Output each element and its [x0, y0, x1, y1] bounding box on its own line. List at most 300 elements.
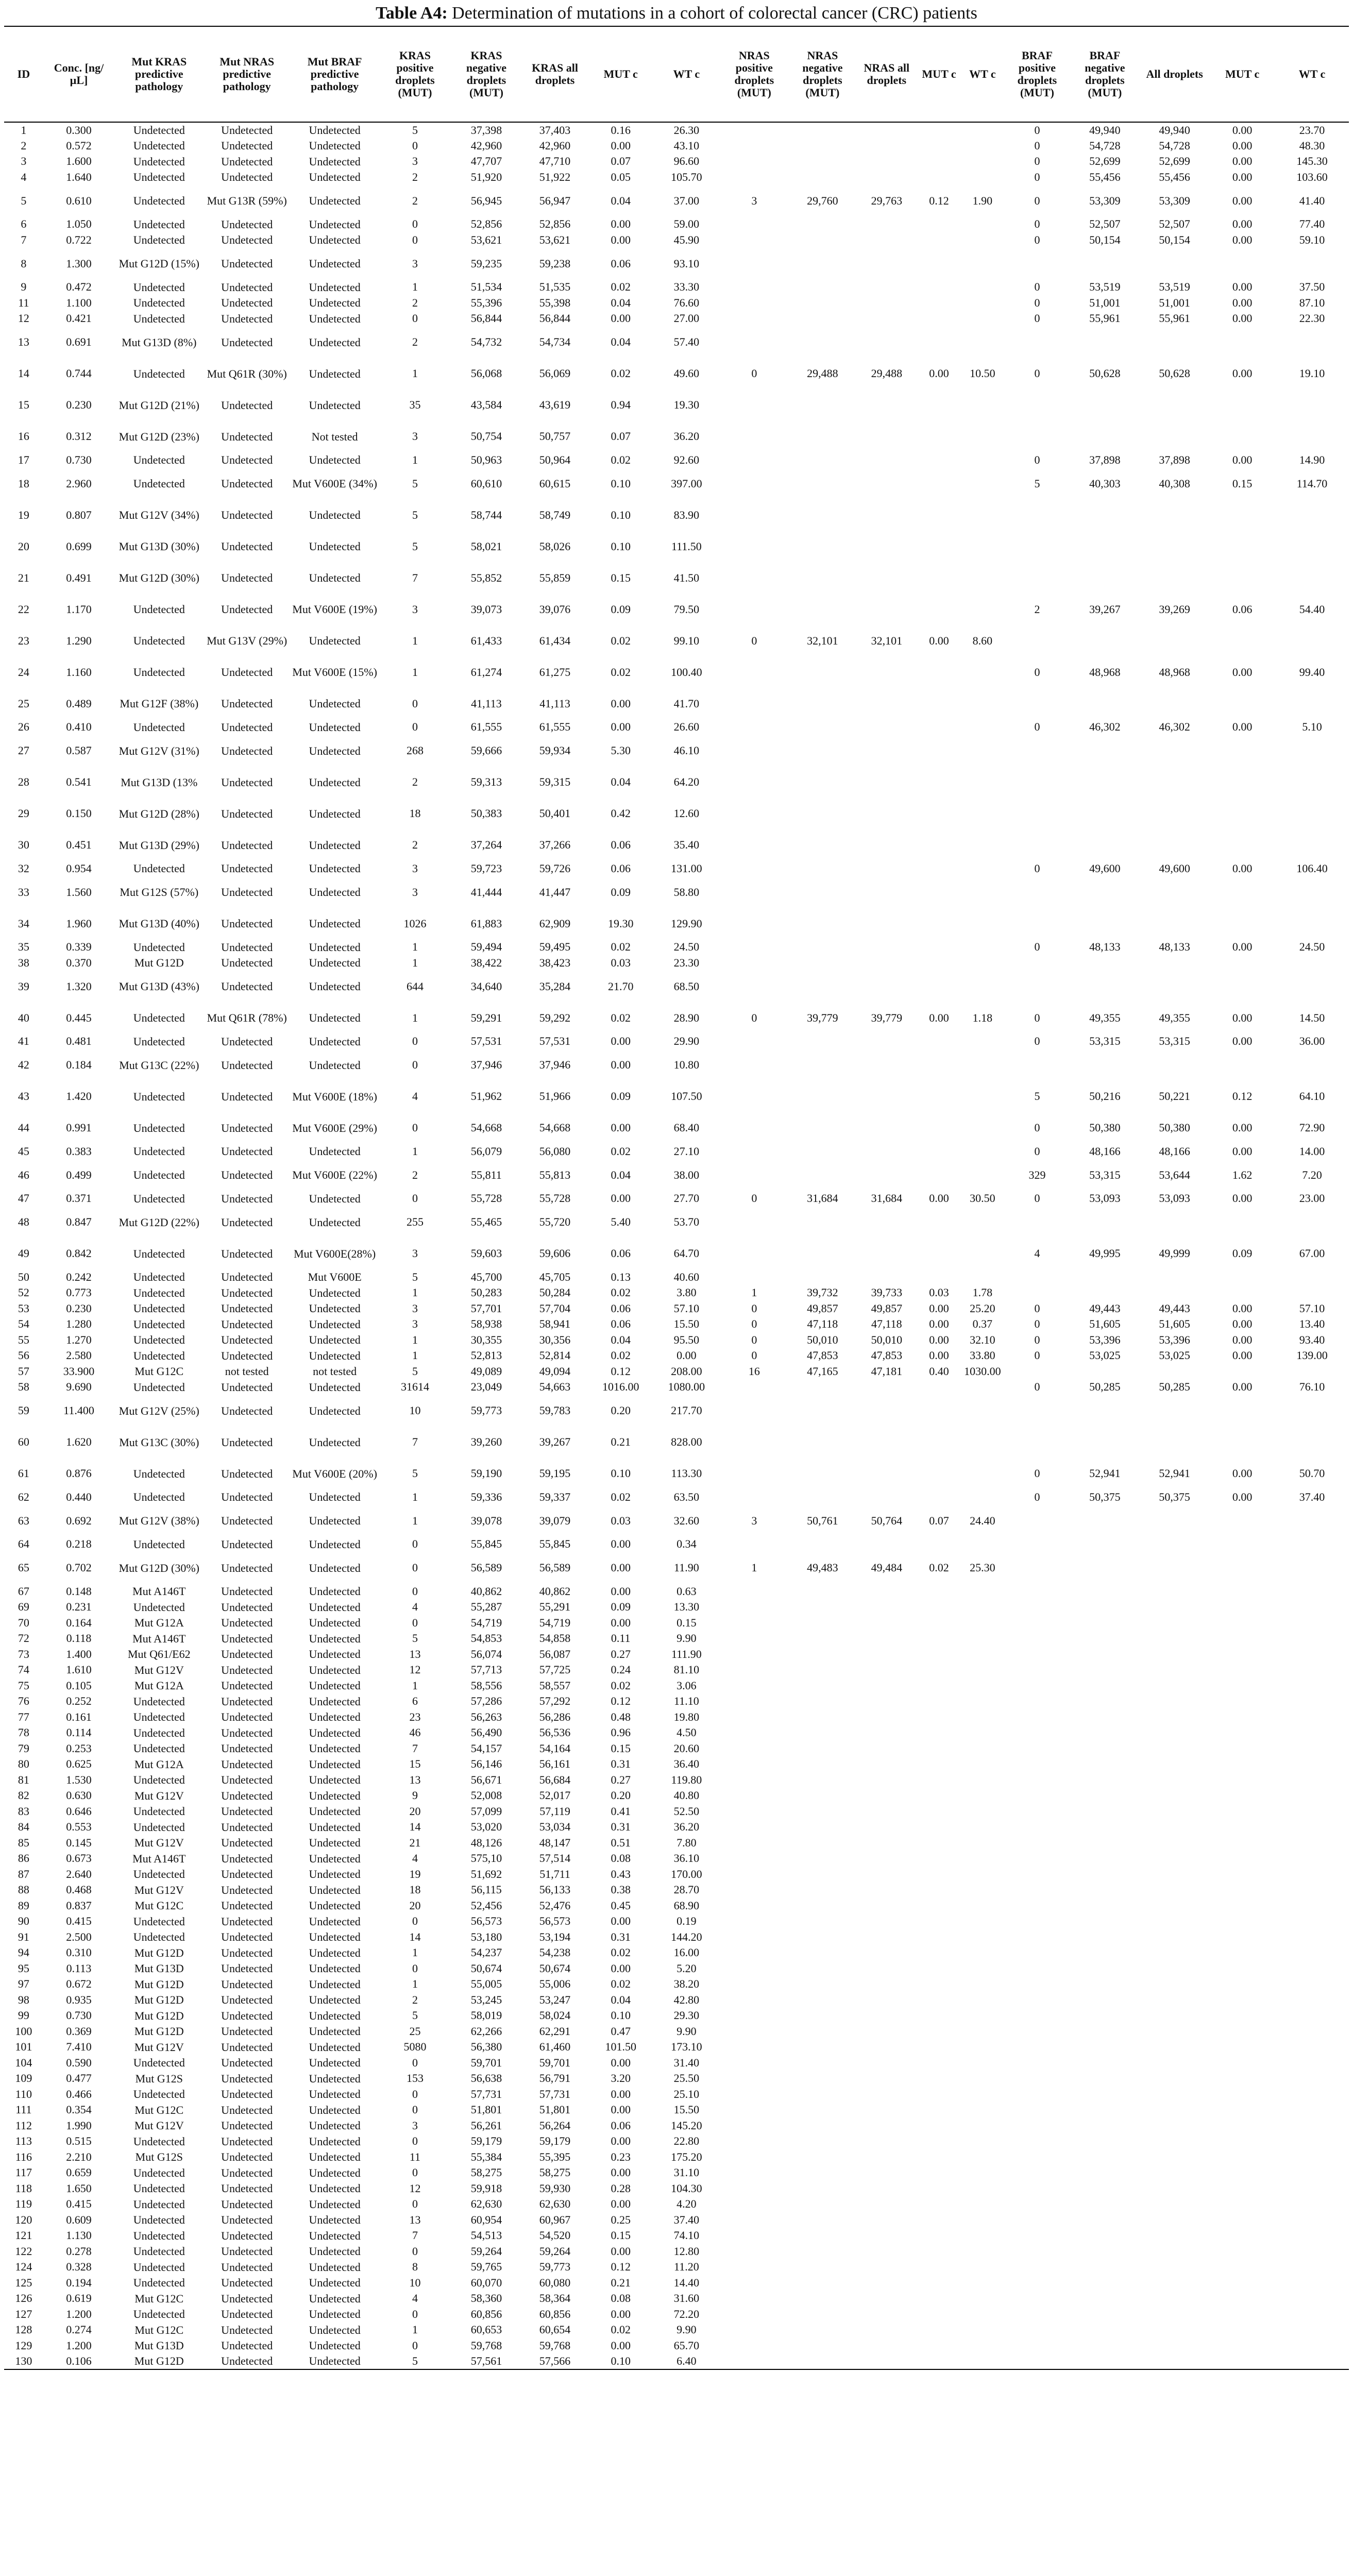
- table-cell: 3.06: [676, 1679, 697, 1692]
- table-cell: 101.50: [605, 2040, 636, 2054]
- table-cell: [917, 594, 960, 625]
- table-cell: 0.491: [66, 571, 92, 584]
- table-row: [4, 1992, 1349, 2008]
- table-cell: 38: [18, 956, 29, 969]
- table-cell: 53,034: [539, 1820, 571, 1834]
- table-cell: [1275, 1756, 1349, 1772]
- table-cell: [1209, 971, 1275, 1002]
- table-cell: Undetected: [133, 155, 185, 168]
- table-cell: Undetected: [133, 1145, 185, 1158]
- table-cell: 50,380: [1159, 1121, 1190, 1134]
- table-cell: 24.50: [1299, 940, 1325, 954]
- table-cell: 2: [412, 335, 418, 348]
- table-cell: 37,898: [1089, 453, 1121, 466]
- table-cell: 12.60: [673, 807, 700, 820]
- table-cell: [917, 1662, 960, 1678]
- table-cell: [1070, 2008, 1140, 2024]
- table-row: [4, 1756, 1349, 1772]
- table-cell: 0.02: [929, 1561, 949, 1574]
- table-row: [4, 311, 1349, 327]
- table-row: [4, 908, 1349, 939]
- table-cell: [1275, 798, 1349, 829]
- table-cell: [789, 2353, 856, 2369]
- table-cell: [961, 2071, 1004, 2087]
- table-cell: Undetected: [309, 862, 361, 875]
- table-cell: 0.06: [611, 1247, 631, 1260]
- table-cell: [1140, 1804, 1209, 1820]
- table-cell: [789, 1819, 856, 1835]
- table-cell: [1070, 2165, 1140, 2181]
- table-cell: [1004, 1804, 1070, 1820]
- table-cell: 58,019: [470, 2009, 502, 2022]
- table-cell: 25: [18, 697, 29, 710]
- table-cell: [1140, 1631, 1209, 1647]
- table-cell: [1140, 1945, 1209, 1961]
- table-cell: 56,146: [470, 1757, 502, 1771]
- table-cell: 58,275: [470, 2166, 502, 2179]
- table-cell: [856, 2008, 917, 2024]
- table-cell: [856, 1033, 917, 1049]
- table-cell: [719, 719, 789, 735]
- table-cell: 0.06: [611, 1317, 631, 1331]
- table-cell: 0: [751, 1011, 757, 1024]
- table-cell: 0.692: [66, 1514, 92, 1527]
- table-cell: 62,630: [470, 2197, 502, 2211]
- table-cell: 99: [18, 2009, 29, 2022]
- table-cell: 0.03: [611, 1514, 631, 1527]
- table-cell: Undetected: [133, 2308, 185, 2321]
- table-cell: [1209, 2149, 1275, 2165]
- table-cell: 1: [412, 1490, 418, 1503]
- table-cell: 3: [412, 2119, 418, 2132]
- table-cell: [961, 1238, 1004, 1269]
- table-cell: 56,671: [470, 1773, 502, 1786]
- table-cell: 36.40: [673, 1757, 700, 1771]
- table-cell: [1209, 2024, 1275, 2040]
- table-cell: Undetected: [221, 2323, 273, 2336]
- table-cell: 56,684: [539, 1773, 571, 1786]
- table-cell: [1209, 1678, 1275, 1694]
- table-cell: [856, 2118, 917, 2134]
- table-cell: Undetected: [133, 1090, 185, 1103]
- table-cell: [789, 861, 856, 877]
- table-cell: [1275, 2228, 1349, 2244]
- table-cell: [961, 2244, 1004, 2260]
- table-cell: [1070, 1961, 1140, 1977]
- table-row: [4, 1458, 1349, 1489]
- table-cell: [917, 876, 960, 908]
- table-cell: [1004, 2275, 1070, 2291]
- table-cell: 57,119: [539, 1804, 570, 1818]
- table-cell: Undetected: [133, 124, 185, 137]
- table-cell: 59,765: [470, 2260, 502, 2274]
- column-header: Mut BRAF predictive pathology: [307, 55, 362, 93]
- table-cell: 46: [409, 1726, 421, 1739]
- table-cell: [1004, 1285, 1070, 1301]
- table-row: [4, 1269, 1349, 1285]
- table-cell: 575,10: [470, 1852, 502, 1865]
- table-cell: Undetected: [133, 940, 185, 954]
- table-cell: 0.00: [1232, 1011, 1253, 1024]
- table-cell: 58,557: [539, 1679, 571, 1692]
- table-cell: 56,087: [539, 1647, 571, 1660]
- table-cell: Undetected: [309, 571, 361, 584]
- table-cell: 57,531: [470, 1035, 502, 1048]
- table-cell: 121: [15, 2229, 32, 2242]
- table-cell: 0.08: [611, 1852, 631, 1865]
- table-cell: 58,744: [470, 508, 502, 521]
- table-cell: [1070, 1945, 1140, 1961]
- table-cell: [789, 1662, 856, 1678]
- table-cell: [719, 1756, 789, 1772]
- table-cell: [719, 1693, 789, 1709]
- table-cell: [719, 468, 789, 499]
- table-cell: [856, 1756, 917, 1772]
- table-cell: 12: [409, 1663, 421, 1676]
- table-cell: 53,180: [470, 1930, 502, 1943]
- table-cell: 0.00: [929, 1192, 949, 1205]
- table-cell: 27.70: [673, 1192, 700, 1205]
- column-header: BRAF negative droplets (MUT): [1085, 49, 1125, 99]
- table-cell: 1030.00: [964, 1364, 1001, 1378]
- table-cell: [917, 1033, 960, 1049]
- table-cell: 50,401: [539, 807, 571, 820]
- table-cell: [1070, 1913, 1140, 1929]
- table-cell: [961, 767, 1004, 798]
- table-cell: [917, 327, 960, 358]
- table-cell: 0.610: [66, 194, 92, 207]
- table-cell: 65.70: [673, 2338, 700, 2352]
- table-cell: 54,164: [539, 1741, 571, 1755]
- table-cell: [856, 2149, 917, 2165]
- table-cell: 49.60: [673, 367, 700, 380]
- table-cell: [917, 232, 960, 248]
- table-cell: [856, 1269, 917, 1285]
- table-cell: 34: [18, 917, 29, 930]
- table-cell: [1004, 1992, 1070, 2008]
- table-cell: 52,941: [1089, 1467, 1121, 1480]
- table-cell: 21.70: [607, 979, 634, 993]
- table-cell: [961, 1693, 1004, 1709]
- table-cell: 46,302: [1159, 720, 1190, 734]
- table-cell: Undetected: [309, 2088, 361, 2101]
- table-cell: [961, 499, 1004, 531]
- table-cell: 23: [18, 634, 29, 647]
- table-cell: 1.050: [66, 217, 92, 231]
- table-cell: 0: [412, 2244, 418, 2258]
- table-cell: Undetected: [133, 1930, 185, 1944]
- table-cell: 0.02: [611, 1144, 631, 1158]
- table-cell: 3: [412, 885, 418, 899]
- table-cell: 0: [1034, 1317, 1040, 1331]
- table-cell: 53,396: [1159, 1333, 1190, 1346]
- table-cell: 0.00: [611, 1121, 631, 1134]
- table-cell: Undetected: [309, 2119, 361, 2132]
- table-cell: [961, 311, 1004, 327]
- table-cell: Undetected: [309, 886, 361, 899]
- table-cell: 61,883: [470, 917, 502, 930]
- table-cell: 3: [412, 861, 418, 875]
- table-cell: [789, 1536, 856, 1552]
- table-cell: 53,025: [1159, 1349, 1190, 1362]
- table-cell: 49,355: [1089, 1011, 1121, 1024]
- table-cell: Mut G12D (28%): [119, 807, 200, 820]
- table-cell: 0.00: [1232, 1301, 1253, 1315]
- table-cell: 44: [18, 1121, 29, 1134]
- table-cell: 50,963: [470, 453, 502, 466]
- table-cell: 6: [21, 217, 27, 231]
- table-cell: [856, 1599, 917, 1615]
- table-cell: 52,941: [1159, 1467, 1190, 1480]
- table-cell: [1140, 2087, 1209, 2103]
- table-cell: 0: [412, 1561, 418, 1574]
- table-cell: [1004, 1584, 1070, 1600]
- table-cell: Undetected: [221, 2025, 273, 2038]
- table-cell: 0.00: [611, 2244, 631, 2258]
- table-cell: 0.161: [66, 1710, 92, 1723]
- table-cell: 0.105: [66, 1679, 92, 1692]
- table-cell: [1070, 1709, 1140, 1725]
- table-cell: 0: [1034, 155, 1040, 168]
- table-cell: 122: [15, 2244, 32, 2258]
- table-cell: [856, 2212, 917, 2228]
- table-cell: [961, 908, 1004, 939]
- table-row: [4, 1709, 1349, 1725]
- table-cell: [1275, 876, 1349, 908]
- table-cell: 56,161: [539, 1757, 571, 1771]
- table-cell: [1140, 2259, 1209, 2275]
- table-row: [4, 1835, 1349, 1851]
- table-cell: Undetected: [221, 1349, 273, 1362]
- table-cell: 23.70: [1299, 123, 1325, 137]
- table-cell: 63: [18, 1514, 29, 1527]
- table-cell: 49,600: [1159, 861, 1190, 875]
- table-cell: 37,946: [539, 1058, 571, 1071]
- table-cell: Undetected: [309, 1600, 361, 1614]
- table-cell: 57: [18, 1364, 29, 1378]
- table-cell: 37,266: [539, 838, 571, 851]
- table-cell: 0.05: [611, 170, 631, 183]
- table-cell: Undetected: [309, 2166, 361, 2179]
- table-cell: 0.00: [1232, 194, 1253, 207]
- table-cell: [1070, 1049, 1140, 1081]
- table-cell: Undetected: [309, 171, 361, 184]
- table-cell: 39,078: [470, 1514, 502, 1527]
- table-cell: [1275, 955, 1349, 971]
- table-cell: Undetected: [309, 917, 361, 930]
- column-header: Mut KRAS predictive pathology: [131, 55, 187, 93]
- table-cell: [789, 1599, 856, 1615]
- table-cell: 20: [409, 1899, 421, 1912]
- table-cell: 55,398: [539, 296, 571, 309]
- table-cell: 53,025: [1089, 1349, 1121, 1362]
- table-cell: [1004, 1693, 1070, 1709]
- table-cell: [961, 1112, 1004, 1144]
- table-cell: [1275, 1913, 1349, 1929]
- table-cell: [1004, 1851, 1070, 1867]
- table-cell: 0.20: [611, 1404, 631, 1417]
- table-cell: [856, 2228, 917, 2244]
- table-cell: [789, 908, 856, 939]
- table-cell: [789, 421, 856, 452]
- table-cell: Undetected: [221, 1946, 273, 1959]
- table-row: [4, 1159, 1349, 1191]
- table-cell: 59,291: [470, 1011, 502, 1024]
- table-cell: Undetected: [309, 453, 361, 467]
- table-cell: 58,938: [470, 1317, 502, 1331]
- table-cell: [1209, 1631, 1275, 1647]
- table-cell: Not tested: [311, 430, 358, 443]
- table-cell: [1275, 1741, 1349, 1757]
- table-cell: 58,364: [539, 2292, 571, 2305]
- table-cell: [856, 876, 917, 908]
- table-cell: 14.40: [673, 2276, 700, 2289]
- table-row: [4, 2212, 1349, 2228]
- table-cell: Undetected: [309, 1868, 361, 1881]
- table-cell: 21: [18, 571, 29, 584]
- table-cell: [789, 1772, 856, 1788]
- table-cell: 45,700: [470, 1270, 502, 1283]
- table-cell: [719, 1033, 789, 1049]
- table-cell: 1.300: [66, 257, 92, 270]
- table-cell: 37.50: [1299, 280, 1325, 294]
- table-cell: Undetected: [309, 1435, 361, 1449]
- table-cell: [719, 2291, 789, 2307]
- table-cell: 0.00: [1232, 280, 1253, 294]
- table-cell: Undetected: [309, 2308, 361, 2321]
- table-cell: [917, 1851, 960, 1867]
- table-cell: 0.481: [66, 1035, 92, 1048]
- table-cell: 9: [412, 1789, 418, 1802]
- table-cell: [917, 499, 960, 531]
- table-cell: Undetected: [221, 956, 273, 970]
- table-cell: [789, 2165, 856, 2181]
- table-cell: 97: [18, 1977, 29, 1991]
- table-cell: 60,856: [470, 2307, 502, 2320]
- table-cell: 0.515: [66, 2134, 92, 2148]
- table-cell: 144.20: [671, 1930, 702, 1943]
- table-cell: 0: [412, 139, 418, 152]
- table-cell: [856, 2024, 917, 2040]
- table-cell: [917, 1678, 960, 1694]
- table-cell: 53,644: [1159, 1168, 1190, 1181]
- table-row: [4, 1427, 1349, 1458]
- table-cell: [1275, 2212, 1349, 2228]
- table-cell: [1275, 1992, 1349, 2008]
- table-cell: 39,260: [470, 1435, 502, 1448]
- table-cell: [856, 798, 917, 829]
- table-cell: 1.78: [972, 1286, 993, 1299]
- table-cell: Undetected: [309, 720, 361, 734]
- table-row: [4, 656, 1349, 688]
- table-cell: [789, 1615, 856, 1631]
- table-cell: [961, 2338, 1004, 2354]
- table-cell: 0.10: [611, 2354, 631, 2367]
- table-cell: [917, 2149, 960, 2165]
- table-cell: 26.60: [673, 720, 700, 734]
- table-cell: 53,396: [1089, 1333, 1121, 1346]
- table-cell: [719, 1678, 789, 1694]
- table-cell: [789, 1049, 856, 1081]
- table-row: [4, 1867, 1349, 1883]
- table-cell: 48: [18, 1215, 29, 1228]
- table-cell: 5: [412, 1632, 418, 1645]
- table-cell: 23: [409, 1710, 421, 1723]
- table-cell: 56,079: [470, 1144, 502, 1158]
- table-cell: 0.07: [611, 155, 631, 168]
- table-cell: 19.80: [673, 1710, 700, 1723]
- table-cell: Undetected: [309, 807, 361, 820]
- table-cell: [1209, 1882, 1275, 1898]
- table-cell: 53: [18, 1301, 29, 1315]
- table-cell: [961, 1615, 1004, 1631]
- table-cell: 15.50: [673, 1317, 700, 1331]
- table-cell: [719, 2118, 789, 2134]
- table-cell: [719, 2353, 789, 2369]
- table-cell: Undetected: [133, 634, 185, 647]
- table-cell: [1070, 1395, 1140, 1427]
- table-cell: [961, 2212, 1004, 2228]
- table-cell: Undetected: [221, 217, 273, 231]
- table-cell: 29: [18, 807, 29, 820]
- table-cell: 59,337: [539, 1490, 571, 1503]
- table-cell: [856, 2055, 917, 2071]
- table-cell: [1209, 1427, 1275, 1458]
- table-cell: [719, 311, 789, 327]
- table-cell: 45: [18, 1144, 29, 1158]
- table-cell: 52,699: [1159, 155, 1190, 168]
- table-cell: [719, 1049, 789, 1081]
- table-cell: Mut G12F (38%): [120, 697, 199, 710]
- table-cell: 0: [751, 1349, 757, 1362]
- table-cell: [856, 1081, 917, 1112]
- table-cell: [789, 1207, 856, 1238]
- table-cell: Undetected: [221, 1302, 273, 1315]
- table-cell: [1209, 2196, 1275, 2212]
- table-cell: [1209, 1552, 1275, 1584]
- table-cell: [789, 1489, 856, 1505]
- table-cell: 0.02: [611, 1349, 631, 1362]
- table-cell: [1275, 1929, 1349, 1945]
- table-cell: [917, 2244, 960, 2260]
- table-cell: 0.445: [66, 1011, 92, 1024]
- table-cell: [1275, 2118, 1349, 2134]
- table-cell: 37.00: [673, 194, 700, 207]
- table-cell: 39,779: [871, 1011, 903, 1024]
- table-cell: [1209, 562, 1275, 594]
- table-cell: 0: [412, 2197, 418, 2211]
- table-cell: [1209, 1929, 1275, 1945]
- table-cell: Undetected: [221, 2056, 273, 2070]
- table-cell: Undetected: [309, 2292, 361, 2305]
- table-cell: [1209, 327, 1275, 358]
- table-cell: 61,460: [539, 2040, 571, 2054]
- table-cell: 52,813: [470, 1349, 502, 1362]
- table-cell: [1140, 1505, 1209, 1536]
- table-cell: [1004, 1913, 1070, 1929]
- table-cell: 0.04: [611, 1168, 631, 1181]
- table-cell: 0.730: [66, 453, 92, 466]
- table-cell: [719, 1615, 789, 1631]
- table-cell: 116: [15, 2150, 32, 2163]
- table-cell: [1070, 798, 1140, 829]
- table-cell: 0.572: [66, 139, 92, 152]
- table-cell: 0.00: [1232, 1467, 1253, 1480]
- table-cell: 0.09: [1232, 1247, 1253, 1260]
- table-cell: 0.691: [66, 335, 92, 348]
- table-cell: [789, 2307, 856, 2323]
- table-cell: [856, 1536, 917, 1552]
